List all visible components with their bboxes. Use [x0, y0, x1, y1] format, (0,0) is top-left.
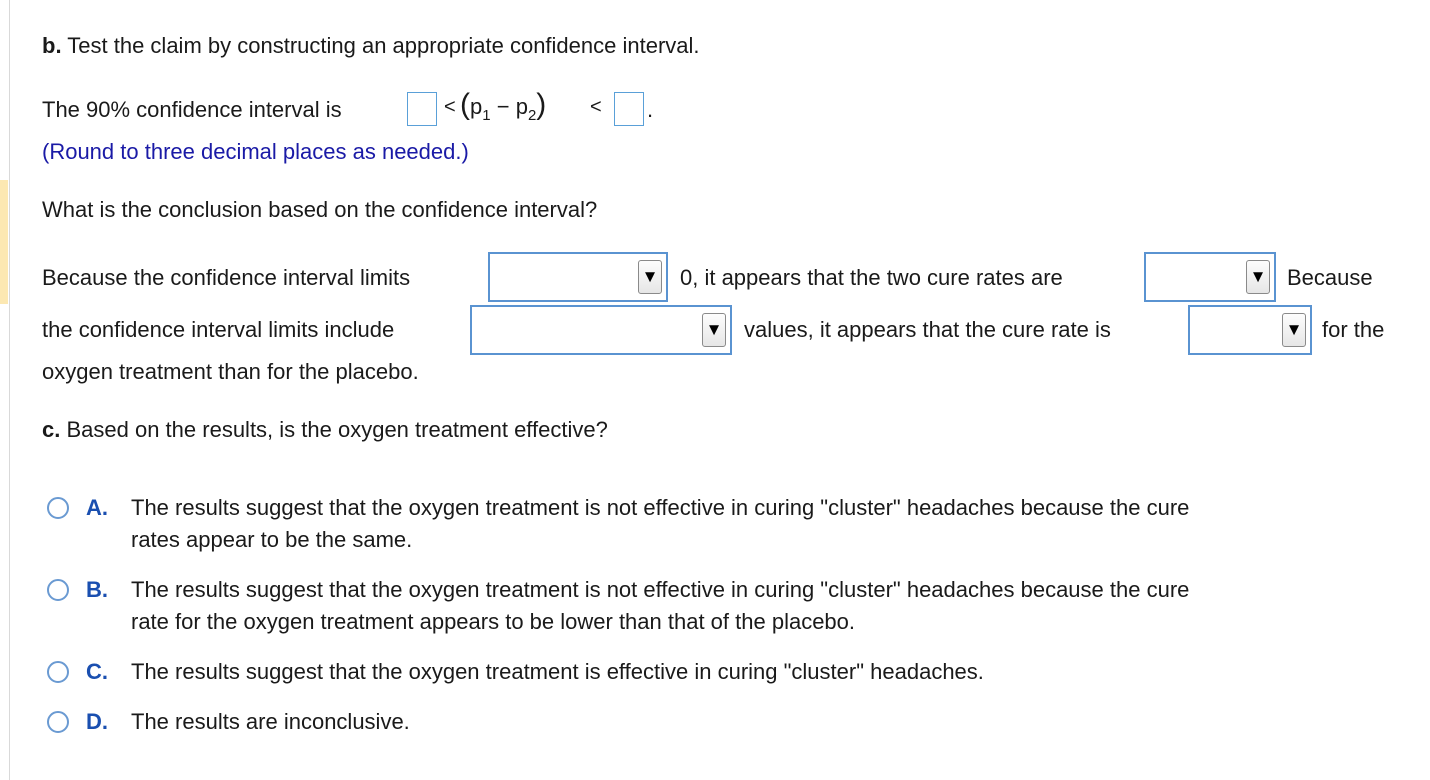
- option-c-letter: C.: [86, 659, 108, 684]
- radio-option-d[interactable]: [47, 711, 69, 733]
- option-d-text: The results are inconclusive.: [131, 709, 410, 734]
- p1-symbol: p: [470, 94, 483, 119]
- ci-upper-bound-input[interactable]: [614, 92, 644, 126]
- sentence1-part-b: 0, it appears that the two cure rates are: [680, 265, 1063, 290]
- chevron-down-icon[interactable]: ▼: [702, 313, 726, 347]
- dropdown-interval-limits[interactable]: [488, 252, 668, 302]
- sentence3: oxygen treatment than for the placebo.: [42, 359, 419, 384]
- part-b-label: b.: [42, 33, 62, 58]
- radio-option-b[interactable]: [47, 579, 69, 601]
- part-b-heading-text: Test the claim by constructing an appropriate confidence interval.: [67, 33, 700, 58]
- part-b-heading: [42, 33, 700, 59]
- left-highlight-bar: [0, 180, 8, 304]
- ci-prefix: The 90% confidence interval is: [42, 97, 342, 122]
- option-b-letter: B.: [86, 577, 108, 602]
- dropdown-include-values[interactable]: [470, 305, 732, 355]
- part-c-label: c.: [42, 417, 61, 442]
- radio-option-a[interactable]: [47, 497, 69, 519]
- close-paren: ): [536, 88, 547, 121]
- part-c-heading-text: Based on the results, is the oxygen treatment effective?: [66, 417, 608, 442]
- sentence2-part-a: the confidence interval limits include: [42, 317, 395, 342]
- less-than-symbol-1: <: [444, 96, 456, 118]
- ci-lower-bound-input[interactable]: [407, 92, 437, 126]
- option-c-text: The results suggest that the oxygen treatment is effective in curing "cluster" headaches.: [131, 659, 984, 684]
- sentence2-part-b: values, it appears that the cure rate is: [744, 317, 1111, 342]
- conclusion-question: What is the conclusion based on the confidence interval?: [42, 197, 598, 222]
- option-a-text-line2: rates appear to be the same.: [131, 527, 413, 552]
- less-than-symbol-2: <: [590, 96, 602, 118]
- chevron-down-icon[interactable]: ▼: [1246, 260, 1270, 294]
- sentence1-part-c: Because: [1287, 265, 1373, 290]
- dropdown-cure-rate-comparison[interactable]: [1188, 305, 1312, 355]
- option-a-letter: A.: [86, 495, 108, 520]
- p1-minus-p2-expression: [460, 88, 546, 122]
- sentence2-part-c: for the: [1322, 317, 1385, 342]
- p1-subscript: 1: [482, 107, 491, 124]
- minus-symbol: −: [496, 94, 510, 119]
- p2-subscript: 2: [527, 107, 537, 124]
- ci-period: .: [647, 97, 654, 122]
- option-b-text-line2: rate for the oxygen treatment appears to be lower than that of the placebo.: [131, 609, 856, 634]
- sentence1-part-a: Because the confidence interval limits: [42, 265, 411, 290]
- round-note: (Round to three decimal places as needed.): [42, 139, 469, 164]
- part-c-heading: [42, 417, 608, 443]
- radio-option-c[interactable]: [47, 661, 69, 683]
- dropdown-cure-rates[interactable]: [1144, 252, 1276, 302]
- option-d-letter: D.: [86, 709, 108, 734]
- open-paren: (: [460, 88, 470, 121]
- chevron-down-icon[interactable]: ▼: [1282, 313, 1306, 347]
- p2-symbol: p: [515, 94, 528, 119]
- chevron-down-icon[interactable]: ▼: [638, 260, 662, 294]
- option-a-text-line1: The results suggest that the oxygen treatment is not effective in curing "cluster" headaches because the cure: [131, 495, 1190, 520]
- left-border: [9, 0, 10, 780]
- option-b-text-line1: The results suggest that the oxygen treatment is not effective in curing "cluster" headaches because the cure: [131, 577, 1190, 602]
